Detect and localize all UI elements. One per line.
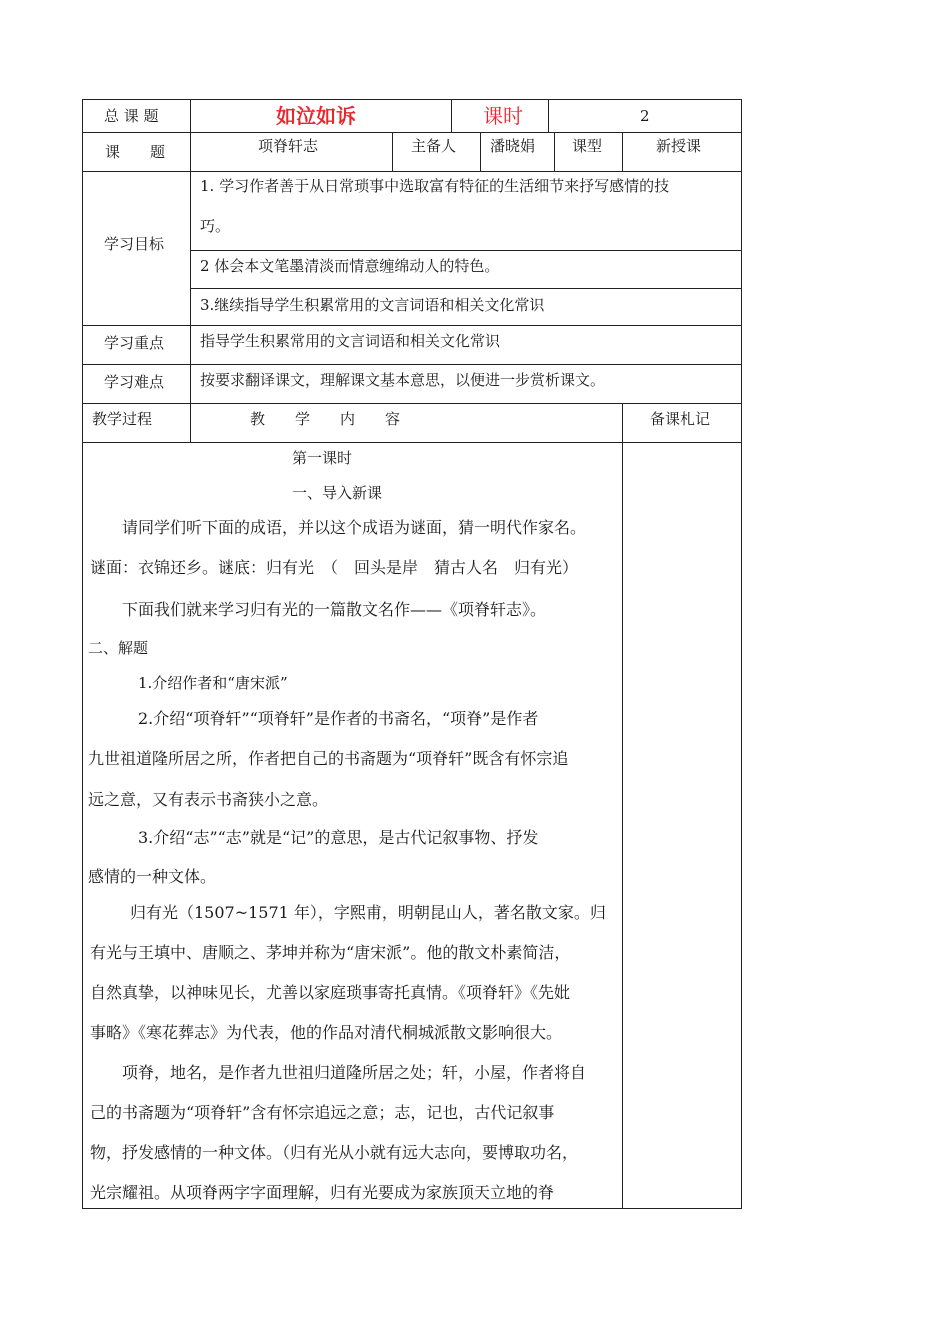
rule [82, 1208, 742, 1209]
overall-topic-label: 总 课 题 [104, 107, 159, 125]
preparer-value: 潘晓娟 [490, 137, 536, 155]
difficulty-value: 按要求翻译课文，理解课文基本意思，以便进一步赏析课文。 [200, 371, 606, 389]
focus-label: 学习重点 [104, 334, 165, 352]
content-line: 1.介绍作者和“唐宋派” [138, 674, 288, 692]
content-line: 项脊，地名，是作者九世祖归道隆所居之处；轩，小屋，作者将自 [122, 1063, 587, 1082]
rule [548, 99, 549, 133]
objective-1-line-1: 1. 学习作者善于从日常琐事中选取富有特征的生活细节来抒写感情的技 [200, 177, 670, 195]
content-line: 感情的一种文体。 [88, 867, 217, 886]
lesson-type-value: 新授课 [656, 137, 702, 155]
content-line: 九世祖道隆所居之所，作者把自己的书斋题为“项脊轩”既含有怀宗追 [88, 749, 569, 768]
process-label: 教学过程 [92, 410, 153, 428]
rule [82, 442, 742, 443]
objective-3: 3.继续指导学生积累常用的文言词语和相关文化常识 [200, 296, 545, 314]
objectives-label: 学习目标 [104, 235, 165, 253]
content-line: 3.介绍“志”“志”就是“记”的意思，是古代记叙事物、抒发 [138, 828, 539, 847]
rule [741, 99, 742, 1209]
content-label: 教 学 内 容 [250, 410, 401, 428]
content-line: 事略》《寒花葬志》为代表，他的作品对清代桐城派散文影响很大。 [90, 1023, 563, 1042]
content-line: 请同学们听下面的成语，并以这个成语为谜面，猜一明代作家名。 [122, 518, 587, 537]
objective-2: 2 体会本文笔墨清淡而情意缠绵动人的特色。 [200, 257, 500, 275]
content-line: 远之意，又有表示书斋狭小之意。 [88, 790, 329, 809]
rule [622, 132, 623, 172]
rule [554, 132, 555, 172]
content-line: 二、解题 [88, 639, 149, 657]
lesson-value: 项脊轩志 [258, 137, 319, 155]
content-line: 谜面：衣锦还乡。谜底：归有光 （ 回头是岸 猜古人名 归有光） [90, 558, 579, 577]
objective-1-line-2: 巧。 [200, 217, 231, 235]
rule [392, 132, 393, 172]
rule [82, 325, 742, 326]
rule [622, 403, 623, 1209]
rule [82, 403, 742, 404]
periods-value: 2 [640, 107, 650, 125]
content-line: 下面我们就来学习归有光的一篇散文名作——《项脊轩志》。 [122, 600, 547, 619]
rule [82, 171, 742, 172]
rule [82, 364, 742, 365]
content-line: 2.介绍“项脊轩”“项脊轩”是作者的书斋名，“项脊”是作者 [138, 709, 539, 728]
rule [190, 250, 742, 251]
rule [480, 132, 481, 172]
content-line: 归有光（1507~1571 年），字熙甫，明朝昆山人，著名散文家。归 [130, 903, 606, 922]
rule [82, 99, 742, 100]
lesson-type-label: 课型 [572, 137, 603, 155]
content-line: 有光与王填中、唐顺之、茅坤并称为“唐宋派”。他的散文朴素简洁， [90, 943, 571, 962]
focus-value: 指导学生积累常用的文言词语和相关文化常识 [200, 332, 501, 350]
rule [82, 132, 742, 133]
overall-topic-value: 如泣如诉 [276, 104, 356, 128]
rule [451, 99, 452, 133]
content-line: 一、导入新课 [292, 484, 383, 502]
periods-label: 课时 [483, 104, 523, 128]
content-line: 自然真挚，以神味见长，尤善以家庭琐事寄托真情。《项脊轩》《先妣 [90, 983, 571, 1002]
content-line: 第一课时 [292, 449, 353, 467]
rule [190, 99, 191, 443]
rule [190, 288, 742, 289]
content-line: 光宗耀祖。从项脊两字字面理解，归有光要成为家族顶天立地的脊 [90, 1183, 555, 1202]
notes-label: 备课札记 [650, 410, 711, 428]
difficulty-label: 学习难点 [104, 373, 165, 391]
lesson-label: 课 题 [105, 143, 166, 161]
rule [82, 99, 83, 1209]
content-line: 物，抒发感情的一种文体。（归有光从小就有远大志向，要博取功名， [90, 1143, 579, 1162]
content-line: 己的书斋题为“项脊轩”含有怀宗追远之意；志，记也，古代记叙事 [90, 1103, 555, 1122]
preparer-label: 主备人 [411, 137, 457, 155]
